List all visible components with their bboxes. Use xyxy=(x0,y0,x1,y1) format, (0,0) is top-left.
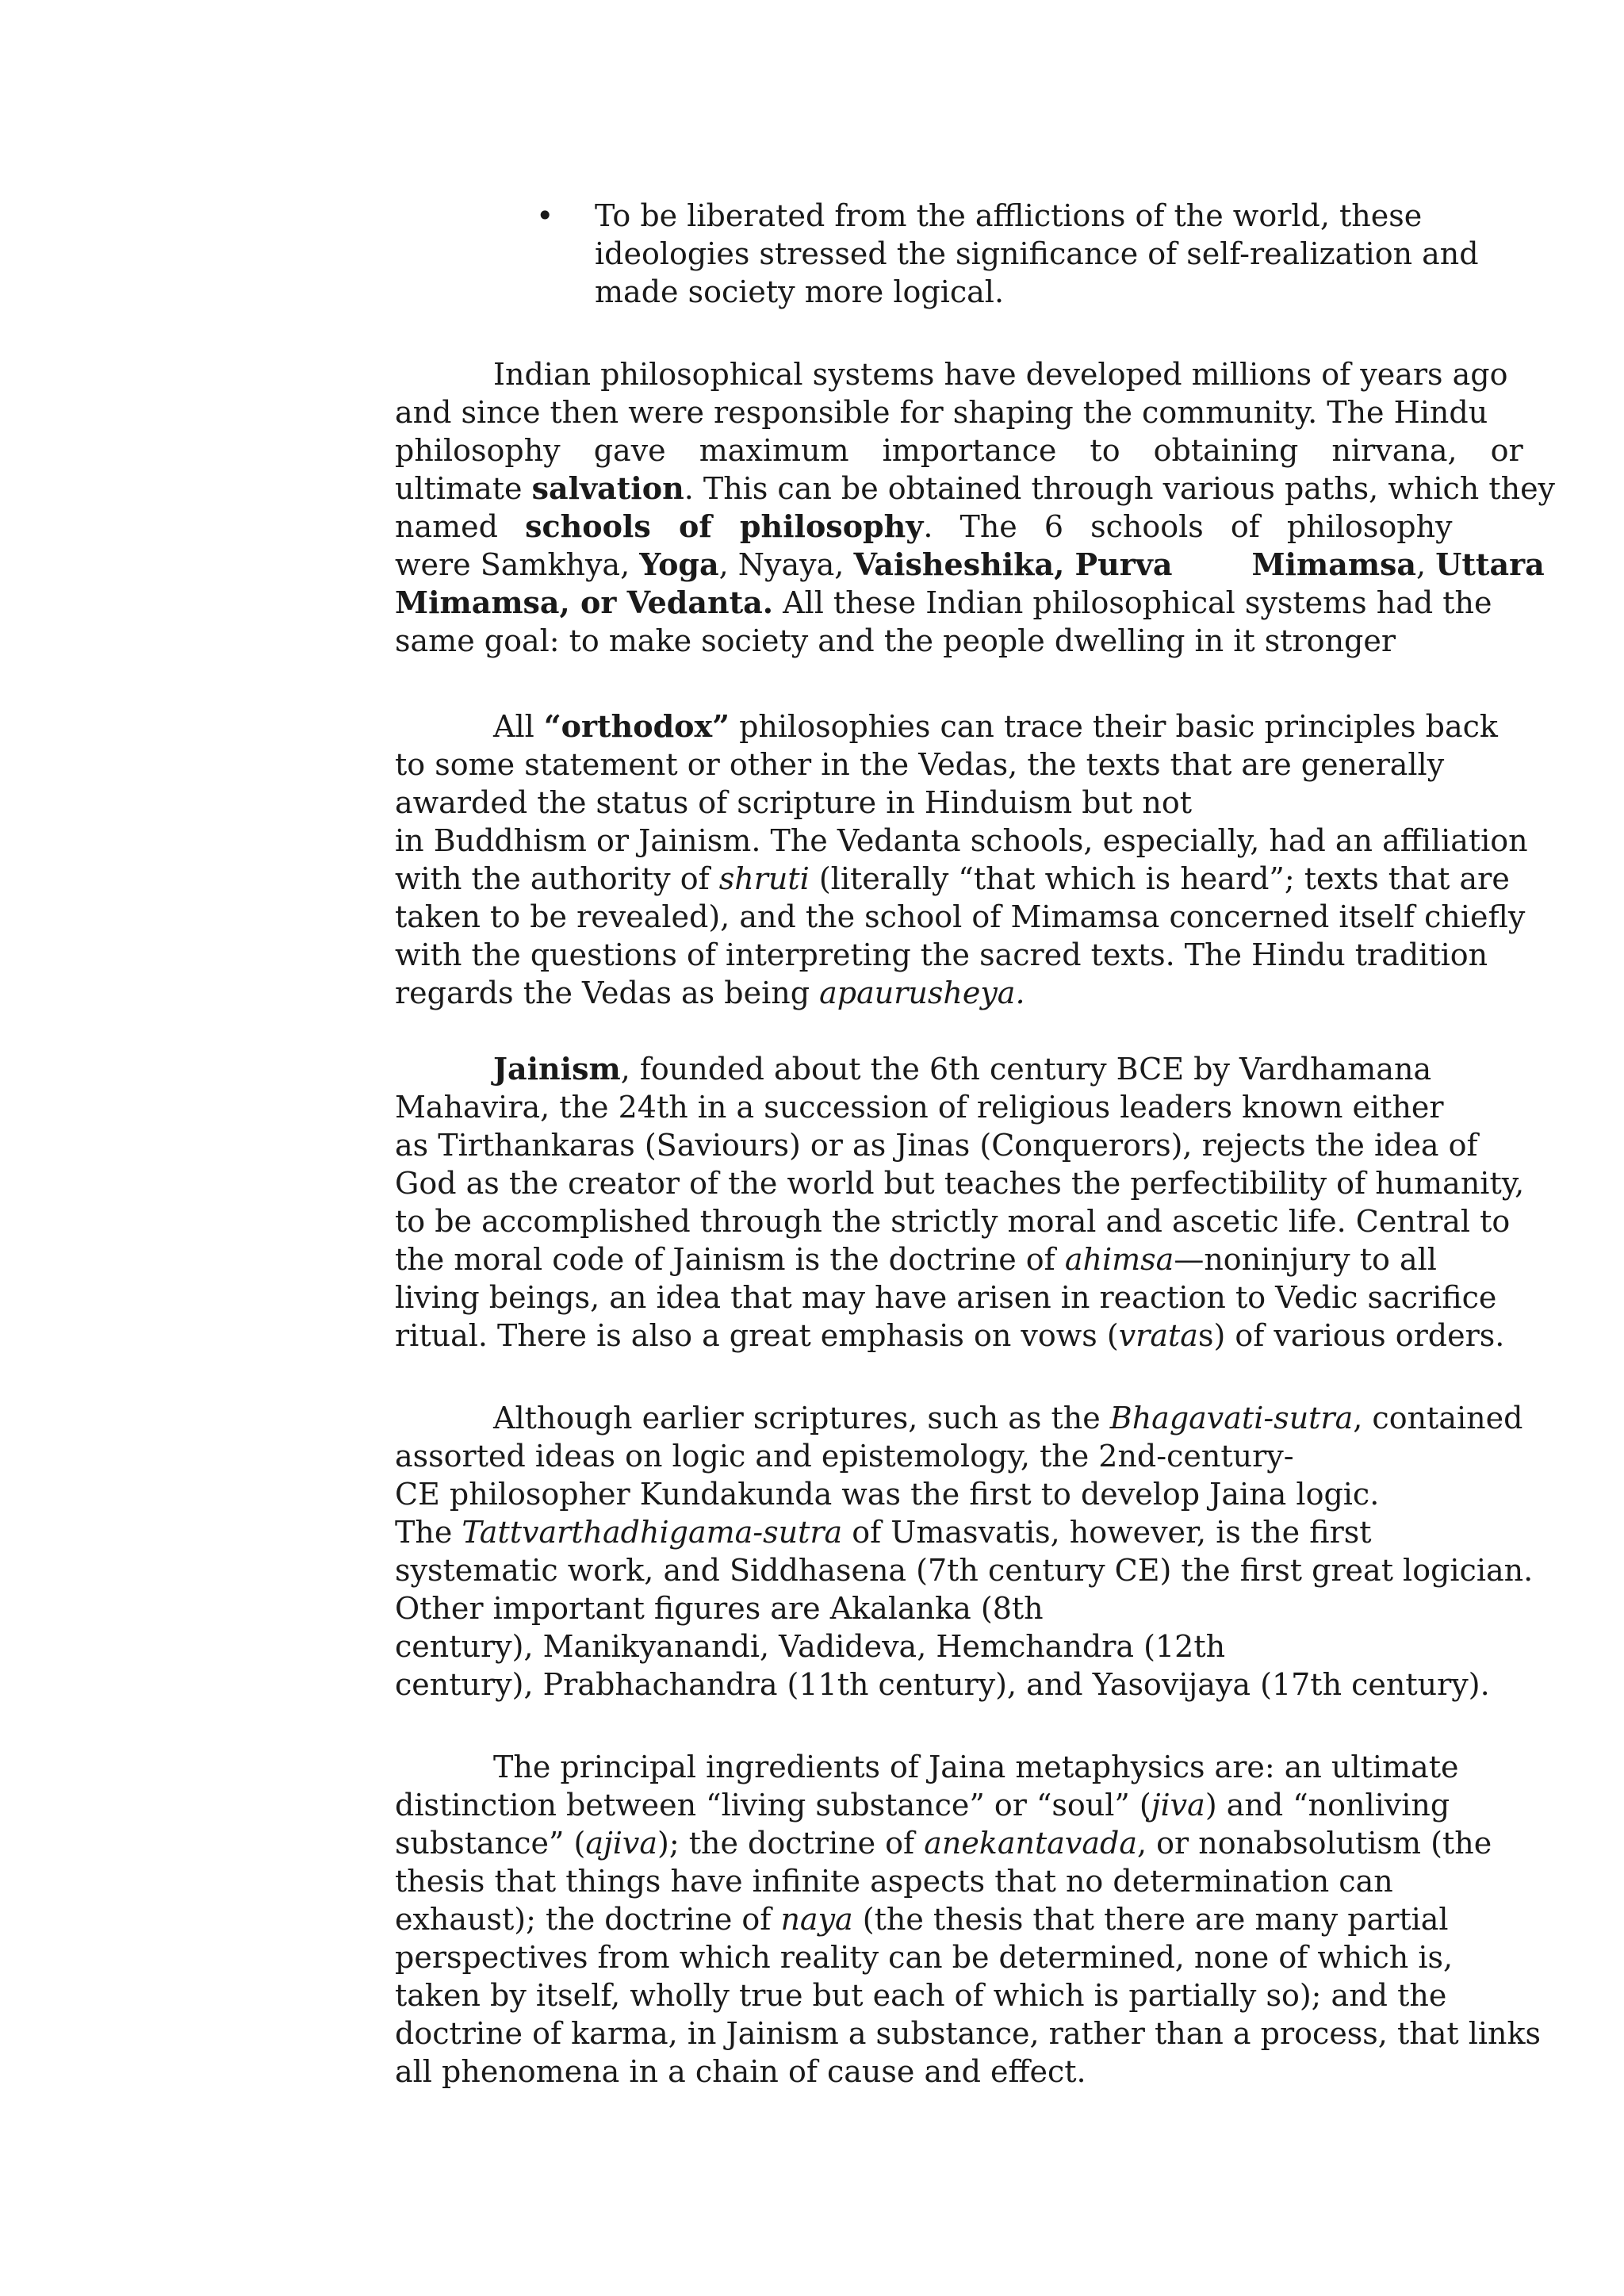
text-line: named schools of philosophy. The 6 schools of philosophy xyxy=(395,508,1453,544)
text-line: the moral code of Jainism is the doctrine of ahimsa—noninjury to all xyxy=(395,1242,1437,1277)
text-line: awarded the status of scripture in Hinduism but not xyxy=(395,785,1193,820)
text-line: century), Prabhachandra (11th century), and Yasovijaya (17th century). xyxy=(395,1667,1490,1702)
text-line: were Samkhya, Yoga, Nyaya, Vaisheshika, Purva Mimamsa, Uttara xyxy=(395,546,1545,582)
text-line: made society more logical. xyxy=(595,274,1005,309)
text-line: as Tirthankaras (Saviours) or as Jinas (Conquerors), rejects the idea of xyxy=(395,1128,1478,1163)
text-line: ideologies stressed the significance of self-realization and xyxy=(595,236,1479,271)
text-line: God as the creator of the world but teaches the perfectibility of humanity, xyxy=(395,1166,1525,1201)
text-line: to some statement or other in the Vedas, the texts that are generally xyxy=(395,747,1445,782)
text-line: Jainism, founded about the 6th century BCE by Vardhamana xyxy=(493,1051,1432,1087)
text-line: ultimate salvation. This can be obtained through various paths, which they xyxy=(395,470,1556,506)
paragraph-jainism xyxy=(395,1050,1525,1355)
text-line: Mimamsa, or Vedanta. All these Indian philosophical systems had the xyxy=(395,585,1492,620)
text-line: same goal: to make society and the people dwelling in it stronger xyxy=(395,623,1396,658)
bullet-text xyxy=(595,197,1479,311)
text-line: doctrine of karma, in Jainism a substance, rather than a process, that links xyxy=(395,2016,1542,2051)
text-line: to be accomplished through the strictly moral and ascetic life. Central to xyxy=(395,1204,1511,1239)
text-line: Mahavira, the 24th in a succession of religious leaders known either xyxy=(395,1090,1444,1125)
text-line: in Buddhism or Jainism. The Vedanta schools, especially, had an affiliation xyxy=(395,823,1528,858)
text-line: regards the Vedas as being apaurusheya. xyxy=(395,976,1025,1010)
text-line: Although earlier scriptures, such as the Bhagavati-sutra, contained xyxy=(493,1401,1523,1435)
text-line: systematic work, and Siddhasena (7th century CE) the first great logician. xyxy=(395,1553,1534,1588)
text-line: and since then were responsible for shaping the community. The Hindu xyxy=(395,395,1488,430)
text-line: perspectives from which reality can be determined, none of which is, xyxy=(395,1940,1454,1975)
text-line: assorted ideas on logic and epistemology, the 2nd-century- xyxy=(395,1439,1294,1474)
text-line: distinction between “living substance” or “soul” (jiva) and “nonliving xyxy=(395,1788,1450,1823)
text-line: substance” (ajiva); the doctrine of anekantavada, or nonabsolutism (the xyxy=(395,1826,1492,1861)
bullet-item xyxy=(536,197,1479,311)
text-line: exhaust); the doctrine of naya (the thesis that there are many partial xyxy=(395,1902,1449,1937)
paragraph-jaina-logic xyxy=(395,1399,1534,1704)
text-line: CE philosopher Kundakunda was the first to develop Jaina logic. xyxy=(395,1477,1380,1512)
text-line: taken to be revealed), and the school of Mimamsa concerned itself chiefly xyxy=(395,899,1526,934)
text-line: century), Manikyanandi, Vadideva, Hemchandra (12th xyxy=(395,1629,1226,1664)
text-line: taken by itself, wholly true but each of which is partially so); and the xyxy=(395,1978,1447,2013)
bullet-icon: • xyxy=(536,198,554,233)
paragraph-jaina-metaphysics xyxy=(395,1748,1542,2091)
paragraph-orthodox xyxy=(395,707,1528,1012)
text-line: with the authority of shruti (literally “that which is heard”; texts that are xyxy=(395,861,1510,896)
text-line: Indian philosophical systems have developed millions of years ago xyxy=(493,357,1508,392)
text-line: All “orthodox” philosophies can trace their basic principles back xyxy=(493,708,1498,744)
text-line: The principal ingredients of Jaina metaphysics are: an ultimate xyxy=(493,1750,1459,1784)
paragraph-indian-philosophy xyxy=(395,355,1556,660)
text-line: To be liberated from the afflictions of the world, these xyxy=(595,198,1423,233)
text-line: ritual. There is also a great emphasis on vows (vratas) of various orders. xyxy=(395,1318,1505,1353)
text-line: philosophy gave maximum importance to obtaining nirvana, or xyxy=(395,433,1523,468)
text-line: The Tattvarthadhigama-sutra of Umasvatis, however, is the first xyxy=(395,1515,1372,1550)
text-line: all phenomena in a chain of cause and effect. xyxy=(395,2054,1086,2089)
text-line: Other important figures are Akalanka (8th xyxy=(395,1591,1044,1626)
text-line: living beings, an idea that may have arisen in reaction to Vedic sacrifice xyxy=(395,1280,1497,1315)
text-line: thesis that things have infinite aspects that no determination can xyxy=(395,1864,1393,1899)
text-line: with the questions of interpreting the sacred texts. The Hindu tradition xyxy=(395,937,1488,972)
